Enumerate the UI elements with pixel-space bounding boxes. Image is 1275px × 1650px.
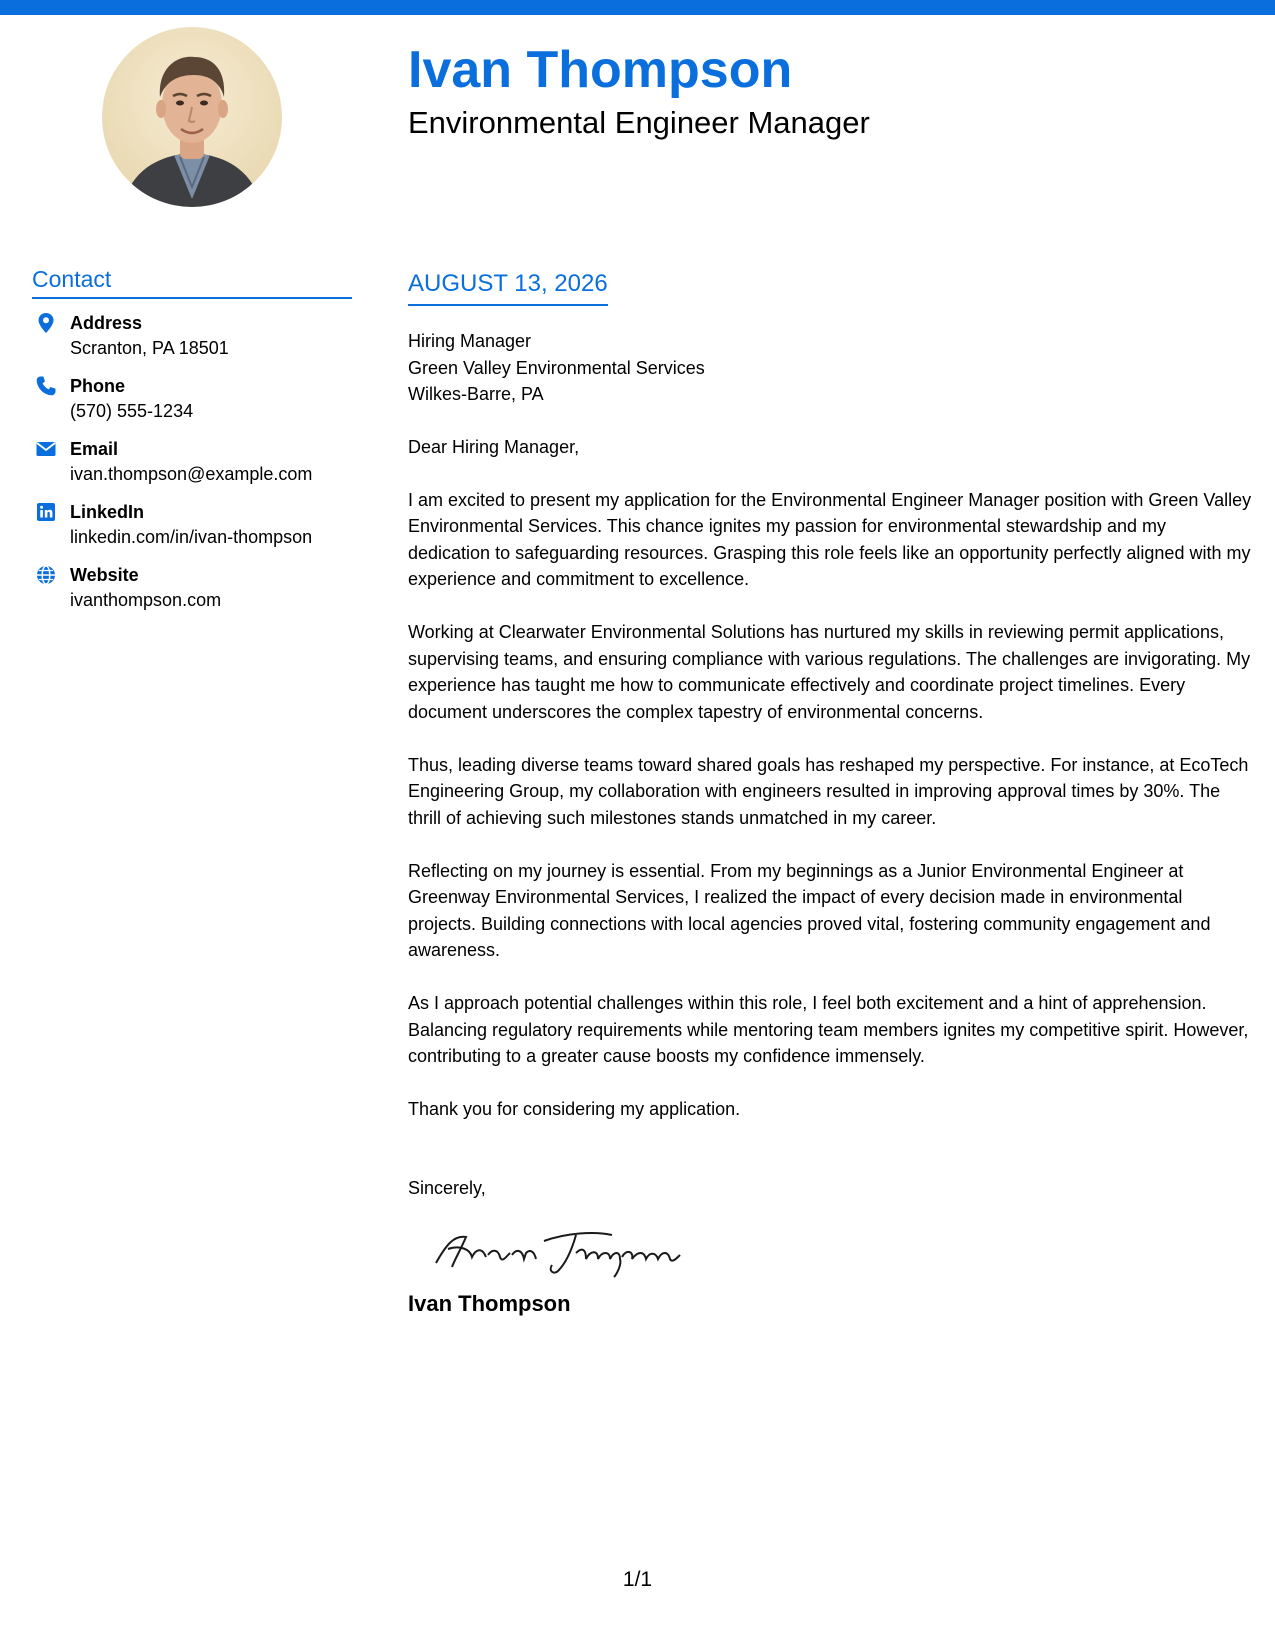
- salutation: Dear Hiring Manager,: [408, 436, 580, 457]
- globe-icon: [34, 563, 58, 587]
- contact-label: LinkedIn: [70, 501, 145, 522]
- contact-value: ivanthompson.com: [70, 589, 222, 610]
- closing-thanks: Thank you for considering my application.: [408, 1099, 741, 1119]
- contact-value: linkedin.com/in/ivan-thompson: [70, 526, 313, 547]
- contact-website: [32, 563, 352, 613]
- letter-paragraph: Working at Clearwater Environmental Solutions has nurtured my skills in reviewing permit applications, supervising teams, and ensuring compliance with various regulations. The challenges are invigorating. My experience has taught me how to communicate effectively and coordinate project timelines. Every document underscores the complex tapestry of environmental concerns.: [408, 622, 1251, 722]
- letter-paragraph: Reflecting on my journey is essential. From my beginnings as a Junior Environmental Engineer at Greenway Environmental Services, I realized the impact of every decision made in environmental projects. Building connections with local agencies proved vital, fostering community engagement and awareness.: [408, 860, 1211, 960]
- contact-sidebar: [32, 266, 352, 626]
- page-number: 1/1: [622, 1568, 653, 1591]
- contact-email: [32, 437, 352, 487]
- map-pin-icon: [34, 311, 58, 335]
- closing: Sincerely,: [408, 1177, 486, 1198]
- letter-paragraph: I am excited to present my application for the Environmental Engineer Manager position with Green Valley Environmental Services. This chance ignites my passion for environmental stewardship and my dedication to safeguarding resources. Grasping this role feels like an opportunity perfectly aligned with my experience and commitment to excellence.: [408, 489, 1252, 589]
- contact-label: Website: [70, 564, 139, 585]
- letter-date: AUGUST 13, 2026: [408, 270, 608, 306]
- recipient-block: [408, 328, 1253, 408]
- letter-paragraph: Thus, leading diverse teams toward shared goals has reshaped my perspective. For instance, at EcoTech Engineering Group, my collaboration with engineers resulted in improving approval times by 30%. The thrill of achieving such milestones stands unmatched in my career.: [408, 754, 1249, 828]
- contact-label: Phone: [70, 375, 126, 396]
- letter-paragraph: As I approach potential challenges within this role, I feel both excitement and a hint of apprehension. Balancing regulatory requirements while mentoring team members ignites my competitive spirit. However, contributing to a greater cause boosts my confidence immensely.: [408, 993, 1249, 1066]
- letter-body: [408, 328, 1253, 1318]
- applicant-name: Ivan Thompson: [408, 41, 793, 99]
- contact-address: [32, 311, 352, 361]
- envelope-icon: [34, 437, 58, 461]
- top-accent-bar: [0, 0, 1275, 15]
- handwritten-signature: [426, 1205, 1253, 1285]
- recipient-line: Hiring Manager: [408, 331, 532, 351]
- recipient-line: Wilkes-Barre, PA: [408, 384, 544, 404]
- contact-linkedin: [32, 500, 352, 550]
- profile-photo: [102, 27, 282, 207]
- contact-value: (570) 555-1234: [70, 400, 194, 421]
- contact-value: Scranton, PA 18501: [70, 337, 229, 358]
- job-title: Environmental Engineer Manager: [408, 105, 870, 140]
- phone-icon: [34, 374, 58, 398]
- contact-heading: Contact: [32, 266, 352, 299]
- contact-phone: [32, 374, 352, 424]
- contact-value: ivan.thompson@example.com: [70, 463, 313, 484]
- contact-label: Address: [70, 312, 143, 333]
- contact-label: Email: [70, 438, 119, 459]
- linkedin-icon: [34, 500, 58, 524]
- recipient-line: Green Valley Environmental Services: [408, 357, 705, 378]
- signer-name: Ivan Thompson: [408, 1291, 571, 1316]
